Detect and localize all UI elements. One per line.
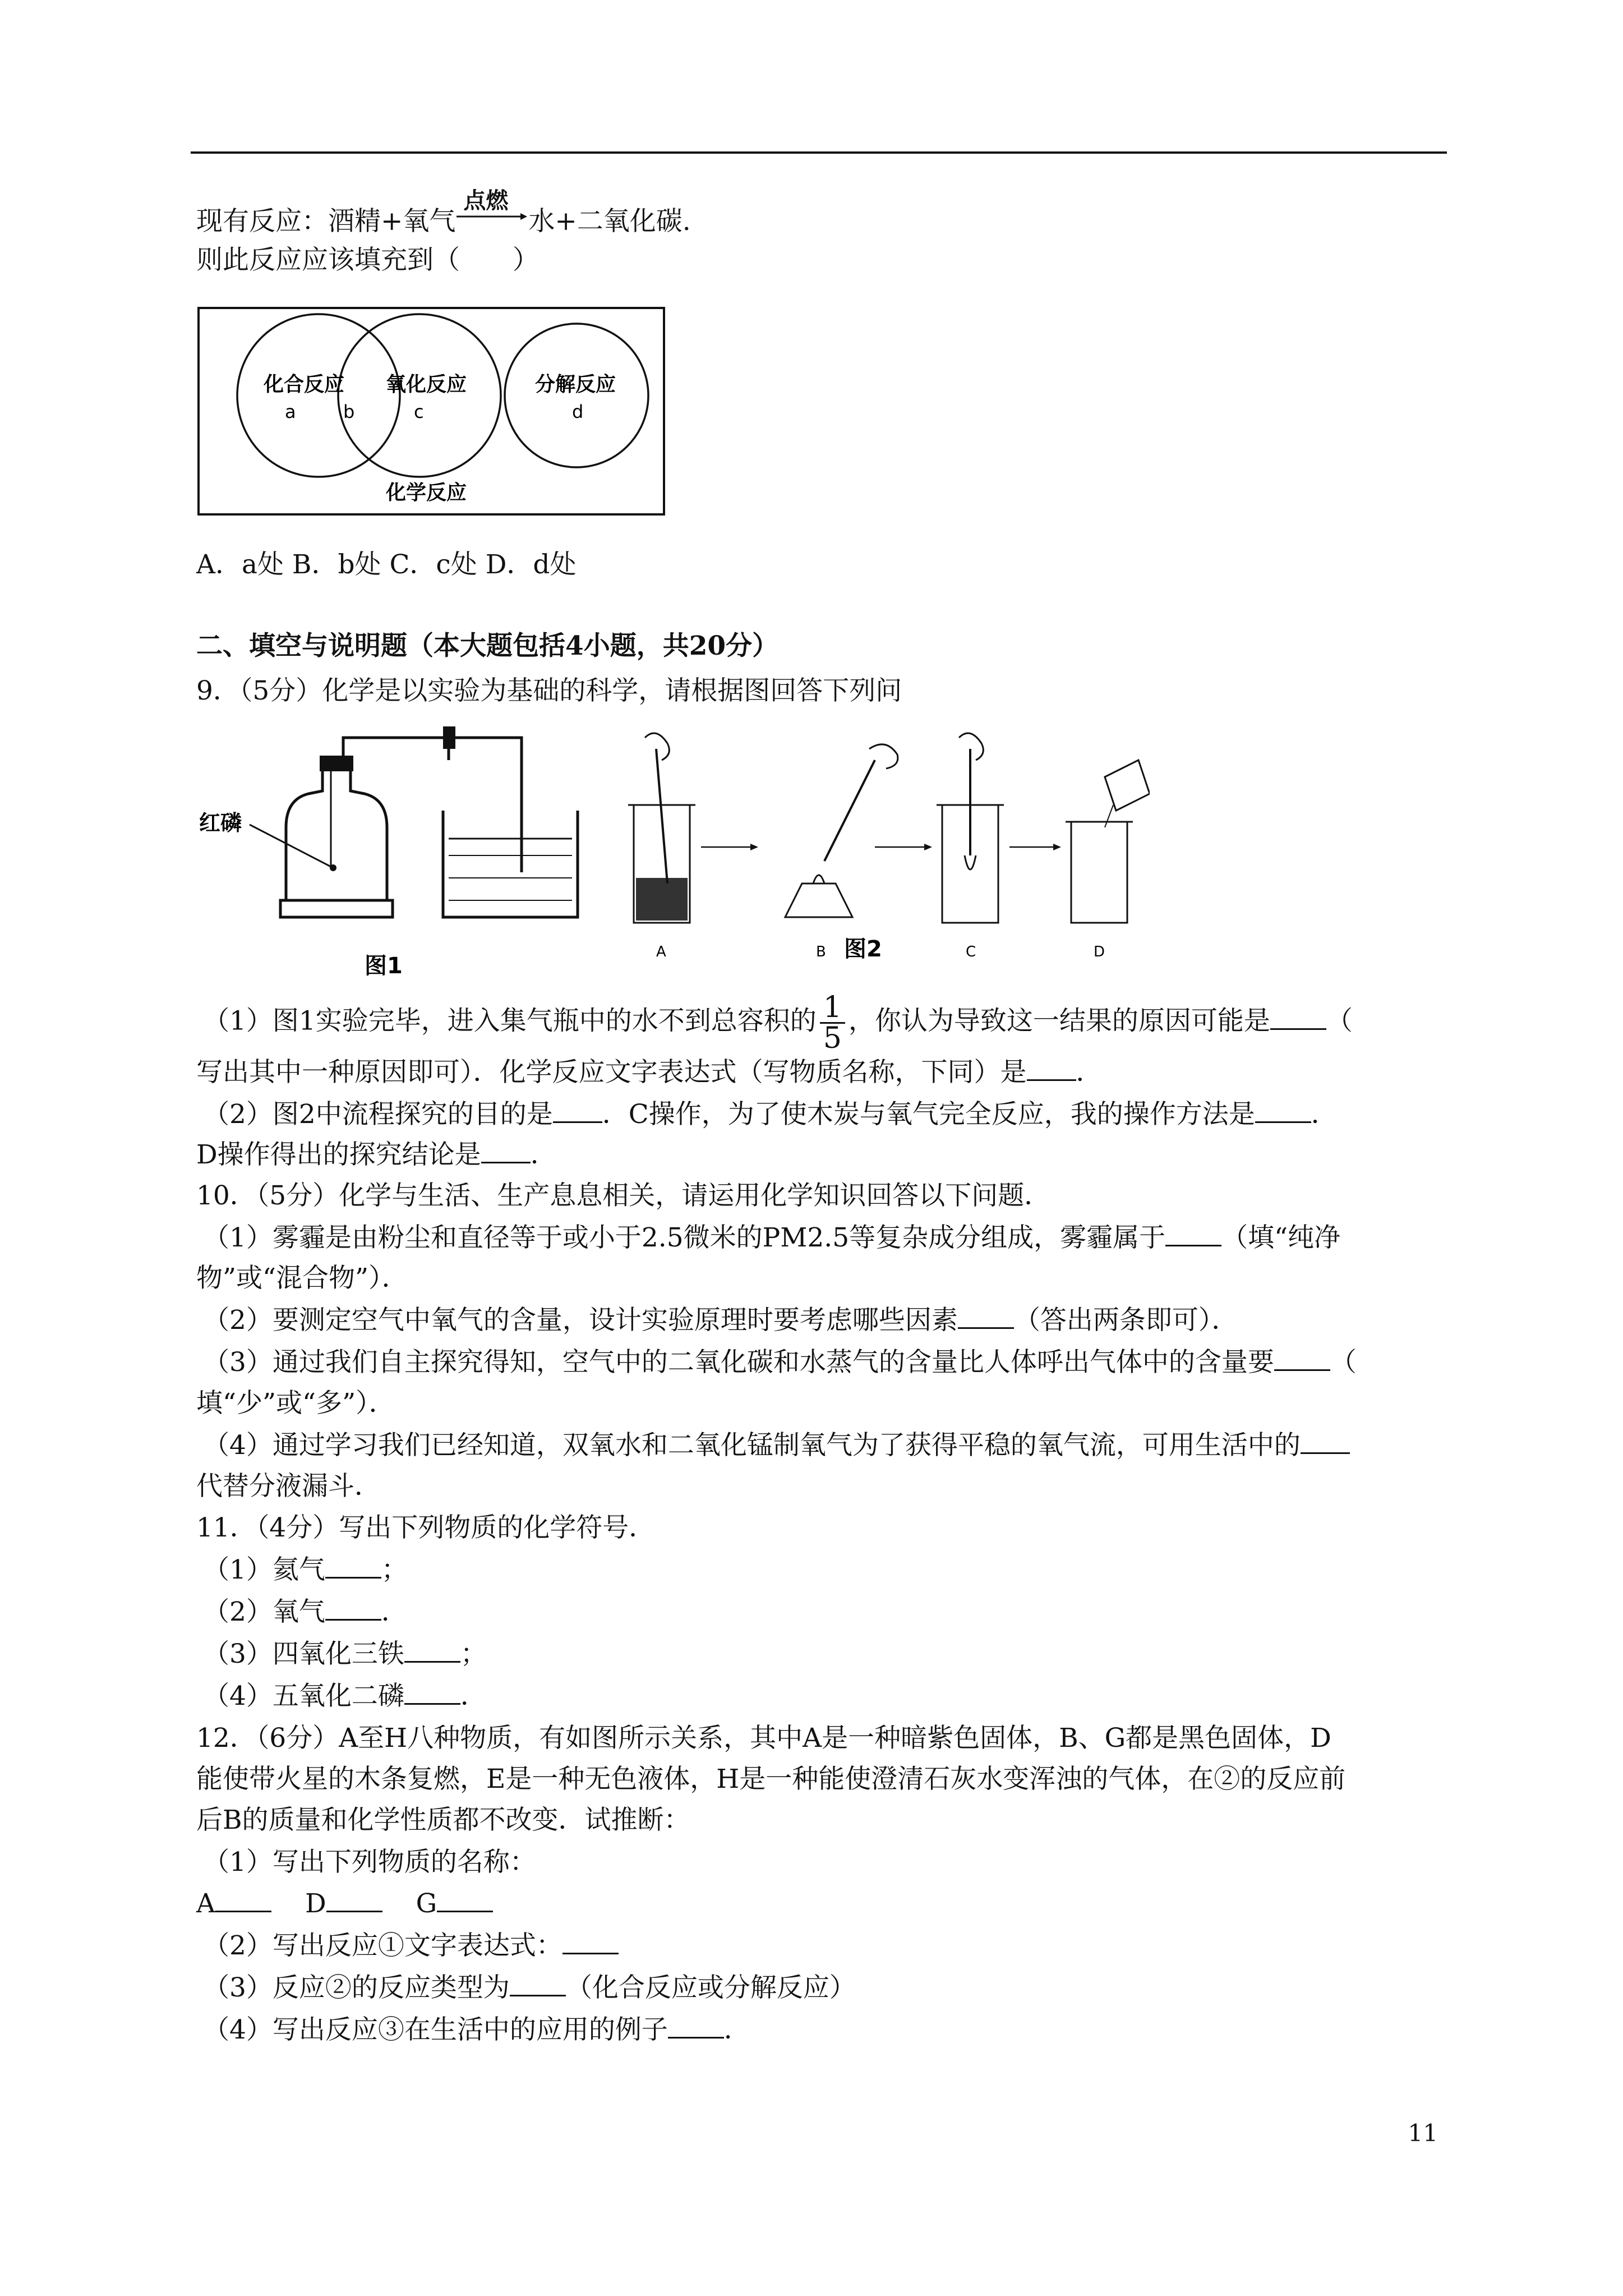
q11-item-4: （4）五氧化二磷 ． (203, 1678, 487, 1714)
q12-stem-line2: 能使带火星的木条复燃，E是一种无色液体，H是一种能使澄清石灰水变浑浊的气体，在②的反应前 (196, 1764, 1346, 1795)
answer-blank[interactable] (1274, 1345, 1330, 1371)
q8-reaction-line (196, 187, 691, 240)
q10-part3-line1: （3）通过我们自主探究得知，空气中的二氧化碳和水蒸气的含量比人体呼出气体中的含量要 （ (203, 1345, 1357, 1381)
answer-blank[interactable] (215, 1886, 271, 1912)
answer-blank[interactable] (404, 1678, 460, 1705)
step-a-jar (628, 733, 695, 923)
figure-2-caption: 图2 (844, 936, 882, 962)
answer-blank[interactable] (1165, 1220, 1221, 1246)
venn-letter-c: c (414, 401, 424, 422)
answer-blank[interactable] (1270, 1004, 1326, 1030)
connecting-tube (343, 738, 522, 872)
section2-heading: 二、填空与说明题（本大题包括4小题，共20分） (196, 631, 779, 661)
q9-part2-line2: D操作得出的探究结论是 ． (196, 1137, 557, 1173)
answer-blank[interactable] (404, 1636, 460, 1663)
q12-stem-line3: 后B的质量和化学性质都不改变．试推断： (196, 1805, 690, 1835)
q12-stem-line1: 12．（6分）A至H八种物质，有如图所示关系，其中A是一种暗紫色固体，B、G都是黑色固体，D (196, 1723, 1331, 1754)
q12-part3: （3）反应②的反应类型为 （化合反应或分解反应） (203, 1970, 856, 2006)
step-c-label: C (966, 944, 976, 960)
q12-names-line: A D G (196, 1886, 493, 1922)
step-a-label: A (656, 944, 666, 960)
bottle-base (280, 900, 393, 917)
answer-blank[interactable] (1255, 1097, 1311, 1123)
q10-part3-line2: 填“少”或“多”）． (196, 1388, 395, 1419)
q11-item-1: （1）氦气 ； (203, 1552, 408, 1588)
q10-part4-line1: （4）通过学习我们已经知道，双氧水和二氧化锰制氧气为了获得平稳的氧气流，可用生活中的 (203, 1428, 1350, 1464)
answer-blank[interactable] (326, 1886, 382, 1912)
answer-blank[interactable] (958, 1303, 1014, 1329)
q10-part2: （2）要测定空气中氧气的含量，设计实验原理时要考虑哪些因素 （答出两条即可）． (203, 1303, 1238, 1338)
answer-blank[interactable] (437, 1886, 493, 1912)
header-rule (191, 151, 1447, 154)
answer-blank[interactable] (1027, 1055, 1076, 1081)
answer-blank[interactable] (668, 2012, 724, 2039)
q8-reaction-right: 水+二氧化碳. (528, 206, 691, 237)
figure-1-apparatus (196, 715, 623, 979)
q8-options: A．a处 B．b处 C．c处 D．d处 (196, 549, 577, 580)
answer-blank[interactable] (325, 1594, 381, 1621)
step-b-label: B (816, 944, 826, 960)
q9-part1-line1: （1）图1实验完毕，进入集气瓶中的水不到总容积的 $\frac{1}{5}$ ，你认为导致这一结果的原因可能是 （ (203, 991, 1353, 1055)
answer-blank[interactable] (510, 1970, 566, 1996)
reaction-arrow (455, 187, 528, 230)
venn-letter-d: d (572, 401, 584, 422)
q11-stem: 11．（4分）写出下列物质的化学符号． (196, 1512, 656, 1543)
answer-blank[interactable] (562, 1928, 619, 1954)
q8-prompt: 则此反应应该填充到（ ） (196, 245, 539, 275)
fraction-one-fifth: $\frac{1}{5}$ (820, 993, 845, 1053)
answer-blank[interactable] (481, 1137, 531, 1163)
q9-part1-line2: 写出其中一种原因即可）．化学反应文字表达式（写物质名称，下同）是 ． (196, 1055, 1103, 1091)
venn-letter-b: b (343, 401, 355, 422)
figure-2-process (611, 715, 1150, 979)
q8-reaction-left: 现有反应：酒精+氧气 (196, 206, 456, 237)
venn-label-decomposition: 分解反应 (535, 373, 616, 396)
stopper (320, 756, 353, 771)
gas-bottle (286, 769, 387, 900)
q11-item-3: （3）四氧化三铁 ； (203, 1636, 487, 1672)
q9-part2-line1: （2）图2中流程探究的目的是 ．C操作，为了使木炭与氧气完全反应，我的操作方法是 ． (203, 1097, 1338, 1133)
figure-1-caption: 图1 (365, 953, 403, 979)
q12-part1: （1）写出下列物质的名称： (203, 1847, 536, 1878)
answer-blank[interactable] (553, 1097, 602, 1123)
page-number: 11 (1408, 2119, 1438, 2147)
q9-stem: 9．（5分）化学是以实验为基础的科学，请根据图回答下列问 (196, 675, 902, 706)
venn-letter-a: a (285, 401, 296, 422)
venn-label-combination: 化合反应 (264, 373, 345, 396)
beaker (443, 811, 578, 917)
q10-part1-line1: （1）雾霾是由粉尘和直径等于或小于2.5微米的PM2.5等复杂成分组成，雾霾属于 （填“纯净 (203, 1220, 1340, 1256)
q10-stem: 10．（5分）化学与生活、生产息息相关，请运用化学知识回答以下问题． (196, 1180, 1051, 1211)
venn-outer-label: 化学反应 (386, 481, 467, 504)
q11-item-2: （2）氧气 ． (203, 1594, 408, 1630)
venn-label-oxidation: 氧化反应 (386, 373, 467, 396)
red-phosphorus-label: 红磷 (199, 811, 242, 835)
step-c-jar (937, 733, 1004, 923)
answer-blank[interactable] (325, 1552, 381, 1579)
step-d-jar (1066, 760, 1150, 923)
step-b-lamp (785, 744, 898, 917)
reaction-condition: 点燃 (463, 187, 509, 214)
step-d-label: D (1094, 944, 1105, 960)
clamp (443, 726, 455, 749)
q12-part2: （2）写出反应①文字表达式： (203, 1928, 619, 1964)
q10-part1-line2: 物”或“混合物”）． (196, 1263, 408, 1294)
venn-diagram (196, 306, 667, 519)
q10-part4-line2: 代替分液漏斗． (196, 1471, 381, 1502)
q12-part4: （4）写出反应③在生活中的应用的例子 ． (203, 2012, 750, 2048)
answer-blank[interactable] (1301, 1428, 1350, 1454)
